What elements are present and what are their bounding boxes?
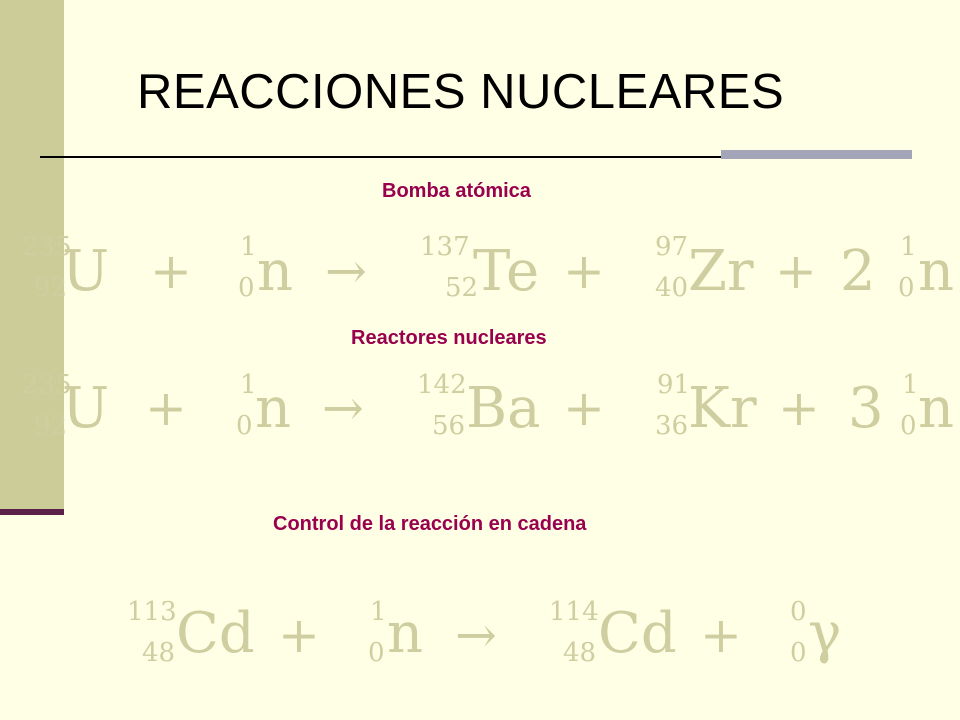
arrow-op: → xyxy=(455,606,497,664)
n-symbol: n xyxy=(918,239,955,304)
gamma-symbol: γ xyxy=(808,601,842,666)
u-mass: 235 xyxy=(22,232,72,262)
n-atomic: 0 xyxy=(368,638,385,668)
ba-atomic: 56 xyxy=(432,411,466,441)
cd-symbol: Cd xyxy=(598,601,677,666)
plus-op: + xyxy=(778,379,820,437)
n-atomic: 0 xyxy=(238,273,255,303)
gamma-atomic: 0 xyxy=(790,638,807,668)
u-atomic: 92 xyxy=(34,411,68,441)
zr-mass: 97 xyxy=(655,232,689,262)
plus-op: + xyxy=(278,606,320,664)
plus-op: + xyxy=(700,606,742,664)
u-atomic: 92 xyxy=(34,273,68,303)
plus-op: + xyxy=(145,379,187,437)
kr-symbol: Kr xyxy=(688,376,757,441)
arrow-op: → xyxy=(322,379,364,437)
u-symbol: U xyxy=(62,376,110,441)
coefficient: 2 xyxy=(840,239,876,304)
plus-op: + xyxy=(775,242,817,300)
section-heading-bomba: Bomba atómica xyxy=(382,180,531,202)
cd-mass: 114 xyxy=(549,597,599,627)
cd-atomic: 48 xyxy=(142,638,176,668)
cd-mass: 113 xyxy=(127,597,177,627)
n-mass: 1 xyxy=(900,232,917,262)
n-symbol: n xyxy=(257,239,294,304)
title-underline-accent xyxy=(721,150,912,159)
gamma-mass: 0 xyxy=(790,597,807,627)
slide-title: REACCIONES NUCLEARES xyxy=(137,65,785,119)
n-symbol: n xyxy=(255,376,292,441)
n-atomic: 0 xyxy=(900,411,917,441)
n-symbol: n xyxy=(387,601,424,666)
plus-op: + xyxy=(150,242,192,300)
plus-op: + xyxy=(563,242,605,300)
kr-mass: 91 xyxy=(657,370,691,400)
u-mass: 235 xyxy=(22,370,72,400)
left-bar-accent xyxy=(0,509,64,515)
zr-atomic: 40 xyxy=(655,273,689,303)
coefficient: 3 xyxy=(848,376,884,441)
cd-atomic: 48 xyxy=(563,638,597,668)
ba-mass: 142 xyxy=(417,370,467,400)
n-mass: 1 xyxy=(902,370,919,400)
n-mass: 1 xyxy=(240,370,257,400)
left-decorative-bar xyxy=(0,0,64,512)
te-symbol: Te xyxy=(473,239,540,304)
u-symbol: U xyxy=(62,239,110,304)
n-mass: 1 xyxy=(370,597,387,627)
plus-op: + xyxy=(563,379,605,437)
arrow-op: → xyxy=(325,242,367,300)
kr-atomic: 36 xyxy=(655,411,689,441)
section-heading-reactores: Reactores nucleares xyxy=(351,327,547,349)
te-atomic: 52 xyxy=(445,273,479,303)
n-atomic: 0 xyxy=(236,411,253,441)
cd-symbol: Cd xyxy=(176,601,255,666)
n-symbol: n xyxy=(918,376,955,441)
section-heading-control: Control de la reacción en cadena xyxy=(273,513,587,535)
n-atomic: 0 xyxy=(898,273,915,303)
ba-symbol: Ba xyxy=(466,376,541,441)
zr-symbol: Zr xyxy=(688,239,754,304)
n-mass: 1 xyxy=(240,232,257,262)
te-mass: 137 xyxy=(420,232,470,262)
